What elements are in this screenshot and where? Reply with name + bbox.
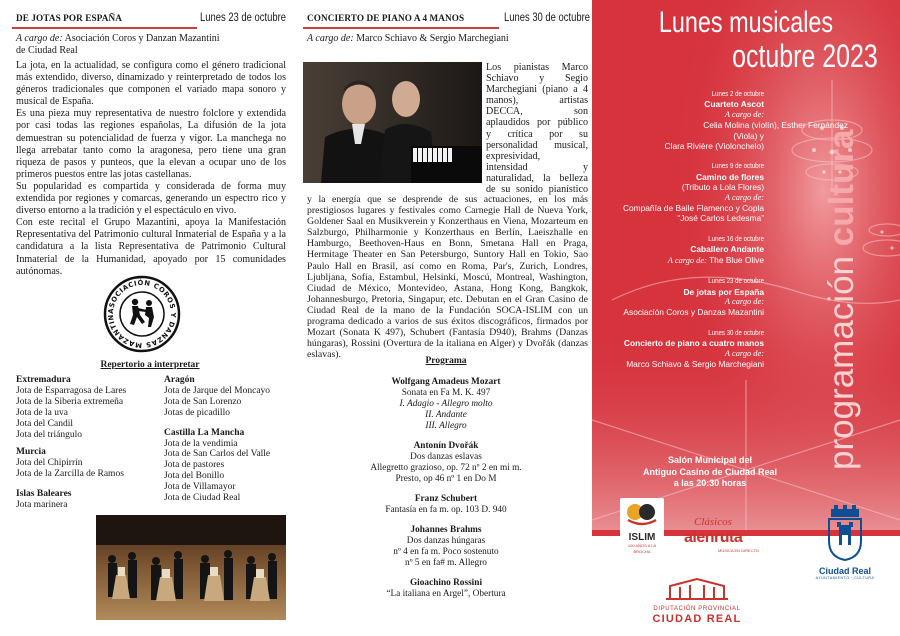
venue-line: Salón Municipal del [667, 455, 752, 465]
repertorio-title: Repertorio a interpretar [100, 360, 200, 370]
section-date-piano: Lunes 30 de octubre [504, 12, 590, 24]
list-item: Jota de la Zarcilla de Ramos [16, 469, 124, 480]
movement-line: I. Adagio - Allegro molto [399, 399, 493, 409]
cover-year: 2023 [822, 38, 878, 74]
list-item: Jota del Chipirrín [16, 458, 83, 469]
panel-cover [592, 0, 900, 636]
event-cargo: A cargo de: [724, 296, 764, 306]
islim-subtext: 100 AÑOS A LA BROCHA [627, 543, 657, 554]
cargo-label: A cargo de: [16, 33, 63, 44]
islim-mark-icon [620, 498, 664, 528]
event-cargo: A cargo de: [724, 109, 764, 119]
event-title: Camino de flores [696, 171, 764, 182]
text-line: intensidad y [486, 161, 588, 173]
diputacion-text-1: DIPUTACIÓN PROVINCIAL [653, 606, 741, 612]
section-title-jotas: DE JOTAS POR ESPAÑA [16, 13, 122, 23]
cargo-value: Marco Schiavo & Sergio Marchegiani [356, 33, 509, 44]
movement-line: II. Andante [425, 410, 467, 420]
diputacion-text-2: CIUDAD REAL [652, 613, 742, 625]
event-title: De jotas por España [683, 286, 764, 297]
list-item: Jota del Candil [16, 418, 73, 429]
region-name: Castilla La Mancha [164, 427, 245, 438]
alenruta-logo [684, 516, 774, 556]
diputacion-logo [632, 578, 762, 628]
event-title: Caballero Andante [690, 244, 764, 255]
event-date: Lunes 30 de octubre [708, 327, 764, 337]
cover-title: Lunes musicales [658, 6, 834, 39]
cargo-value-2: de Ciudad Real [16, 45, 78, 56]
piece-line: “La italiana en Argel”, Obertura [386, 589, 506, 599]
paragraph: Su popularidad es compartida y considerada de forma muy extendida por regiones y comarcas, generando un espectro rico y diverso entorno a la tradición y el espectáculo en vivo. [16, 180, 286, 217]
event-cargo: A cargo de: [724, 192, 764, 202]
event-cargo: A cargo de: [724, 348, 764, 358]
event-line: “José Carlos Ledesma” [677, 213, 764, 224]
repertorio-column-left [16, 375, 156, 511]
list-item: Jota del triángulo [16, 429, 82, 440]
city-crest-icon [825, 505, 865, 561]
event-subtitle: (Tributo a Lola Flores) [681, 182, 764, 193]
region-name: Murcia [16, 447, 46, 458]
event-date: Lunes 16 de octubre [708, 233, 764, 243]
text-line: de su sonido pianístico [486, 184, 588, 196]
piano-description-side [486, 62, 588, 195]
text-line: y crítica por su [486, 128, 588, 140]
section-title-piano: CONCIERTO DE PIANO A 4 MANOS [307, 13, 465, 23]
text-line: Marchegiani (piano a 4 [486, 84, 588, 96]
list-item: Jota de la vendimia [164, 438, 238, 449]
city-subtext: AYUNTAMIENTO · CULTURA [815, 576, 875, 580]
event-line: Marco Schiavo & Sergio Marchegiani [626, 358, 764, 369]
composer-name: Antonín Dvořák [413, 441, 479, 451]
text-line: personalidad musical, [486, 139, 588, 151]
list-item: Jota de la Siberia extremeña [16, 396, 124, 407]
event-date: Lunes 9 de octubre [711, 161, 764, 171]
event-line: (Viola) y [733, 130, 764, 141]
list-item: Jota de Esparragosa de Lares [16, 385, 127, 396]
cover-subtitle [732, 38, 878, 74]
region-name: Islas Baleares [16, 489, 72, 500]
paragraph: Es una pieza muy representativa de nuestro folclore y extendida por casi todas las regiones españolas, La difusión de la jota demuestran su potencialidad de fuerza y vigor. La manchega no llega arrebatar tanto como la aragonesa, pero tiene una gran riqueza de pasos y punteos, que la elevan a ocupar uno de los primeros puestos entre las jotas castellanas. [16, 108, 286, 180]
cargo-jotas [16, 33, 286, 57]
mazantini-seal-logo [103, 275, 181, 353]
movement-line: III. Allegro [425, 421, 467, 431]
diputacion-building-icon [664, 578, 730, 600]
list-item: Jota de Ciudad Real [164, 493, 241, 504]
text-line: DECCA, son [486, 106, 588, 118]
venue [592, 455, 828, 490]
piece-line: Dos danzas húngaras [406, 536, 486, 546]
cover-month: octubre [732, 38, 816, 74]
text-line: Los pianistas Marco [486, 62, 588, 73]
vertical-word-1: programación [822, 256, 861, 470]
piece-line: Fantasía en fa m. op. 103 D. 940 [385, 505, 507, 515]
event-line: Celia Molina (violín), Esther Fernández [703, 120, 848, 131]
venue-line: a las 20:30 horas [673, 478, 747, 488]
piece-line: Allegretto grazioso, op. 72 nº 2 en mi m. [370, 463, 522, 473]
vertical-title [822, 129, 862, 470]
region-name: Aragón [164, 375, 195, 385]
list-item: Jota de la uva [16, 407, 68, 418]
program-list [300, 368, 592, 600]
list-item: Jota de Villamayor [164, 482, 236, 493]
cargo-piano [307, 33, 587, 45]
program-title: Programa [425, 356, 467, 366]
section-date-jotas: Lunes 23 de octubre [200, 12, 286, 24]
text-line: naturalidad, la belleza [486, 172, 588, 184]
paragraph: Con este recital el Grupo Mazantini, apoya la Manifestación Representativa del Patrimonio cultural Inmaterial de España y a la candidatura a la lista Representativa de Patrimonio Cultural Inmaterial de la Humanidad, apoyado por 15 comunidades autónomas. [16, 217, 286, 277]
cargo-value: Asociación Coros y Danzan Mazantini [64, 33, 220, 44]
composer-name: Johannes Brahms [410, 525, 482, 535]
piece-line: nº 5 en fa# m. Allegro [405, 558, 487, 568]
dance-photo [96, 515, 286, 620]
text-line: manos), artistas [486, 95, 588, 107]
piece-line: nº 4 en fa m. Poco sostenuto [393, 547, 499, 557]
jotas-description [16, 60, 286, 278]
event-line: Clara Rivière (Violonchelo) [664, 141, 764, 152]
event-date: Lunes 23 de octubre [708, 276, 764, 286]
list-item: Jotas de picadillo [164, 407, 230, 418]
panel-jotas [0, 0, 300, 636]
piece-line: Dos danzas eslavas [410, 452, 482, 462]
paragraph: La jota, en la actualidad, se configura como el género tradicional más extendido, diverso, dinamizado y reinterpretado de todos los géneros tradicionales que componen el variado mapa sonoro y musical de España. [16, 60, 286, 108]
list-item: Jota del Bonillo [164, 471, 225, 482]
panel-piano [300, 0, 592, 636]
ciudad-real-logo [797, 505, 893, 600]
composer-name: Gioachino Rossini [409, 578, 483, 588]
event-title: Concierto de piano a cuatro manos [623, 338, 764, 349]
seal-text: ASOCIACIÓN COROS Y DANZAS MAZANTIN [106, 278, 178, 350]
list-item: Jota marinera [16, 500, 68, 511]
event-line: Asociación Coros y Danzas Mazantini [623, 307, 764, 318]
composer-name: Wolfgang Amadeus Mozart [391, 377, 501, 387]
vertical-word-2: cultura [822, 129, 861, 247]
event-line: Compañía de Baile Flamenco y Copla [622, 203, 764, 214]
section-rule [303, 27, 499, 29]
repertorio-column-right [164, 375, 296, 504]
event-date: Lunes 2 de octubre [711, 89, 764, 98]
list-item: Jota de San Carlos del Valle [164, 449, 271, 460]
enruta-subtext: MÚSICA EN DIRECTO [718, 548, 760, 553]
enruta-text: alenruta [684, 529, 743, 546]
venue-line: Antiguo Casino de Ciudad Real [642, 466, 777, 477]
piece-line: Presto, op 46 nº 1 en Do M [395, 474, 497, 484]
composer-name: Franz Schubert [414, 494, 478, 504]
event-cargo: A cargo de: [667, 255, 707, 265]
piece-line: Sonata en Fa M. K. 497 [401, 388, 491, 398]
city-name: Ciudad Real [818, 566, 871, 576]
islim-logo [620, 498, 664, 554]
islim-text: ISLIM [628, 532, 656, 543]
list-item: Jota de San Lorenzo [164, 396, 242, 407]
pianists-photo [303, 62, 482, 183]
text-line: aplaudidos por público [486, 117, 588, 129]
cargo-label: A cargo de: [307, 33, 354, 44]
region-name: Extremadura [16, 375, 71, 385]
list-item: Jota de pastores [164, 460, 225, 471]
text-line: expresividad, [486, 150, 541, 162]
event-cargo-line [592, 255, 764, 266]
event-title: Cuarteto Ascot [704, 99, 764, 110]
event-line: The Blue Olive [709, 254, 764, 265]
piano-description: y la energía que se desprende de sus actuaciones, en los más prestigiosos lugares y festivales como Carnegie Hall de Nueva York, Goldener Saal en Musikverein y Konzerthaus en Viena, Mozarteum en Salzburgo, Philharmonie y Konzerthaus en Berlín, Laeiszhalle en Hamburgo, Beethoven-Haus en Bonn, Smetana Hall en Praga, Hermitage Theater en San Petersburgo, Suntory Hall en Tokio, Sao Paulo Hall en Brasil, así como en Roma, Par's, Zurich, Londres, Ljubljana, Sofía, Estambul, Helsinki, Moscú, Montreal, Washington, Ciudad de México, Montevideo, Astana, Hong Kong, Bangkok, Johannesburgo, Pretoria, Singapur, etc. Debutan en el Gran Casino de Ciudad Real de la mano de la Fundación SOCA-ISLIM con un programa dedicado a varios de sus éxitos discográficos, firmados por Mozart (Sonata K 497), Schubert (Fantasía D940), Brahms (Danzas húngaras), Rossini (Overtura de la italiana en Alger) y Dvořák (danzas eslavas). [307, 194, 588, 361]
section-rule [12, 27, 197, 29]
clasicos-text: Clásicos [694, 516, 732, 528]
text-line: Schiavo y Segio [486, 73, 588, 85]
list-item: Jota de Jarque del Moncayo [164, 385, 271, 396]
